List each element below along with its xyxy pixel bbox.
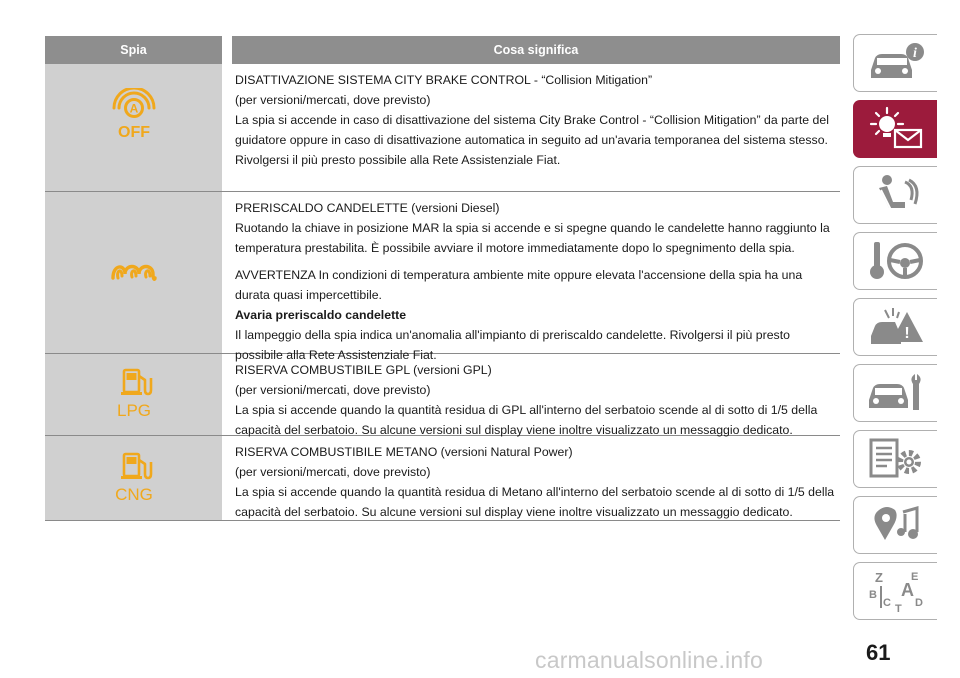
description-cell [232, 192, 840, 362]
icon-cell [45, 436, 232, 520]
row-title: DISATTIVAZIONE SISTEMA CITY BRAKE CONTROL - “Collision Mitigation” [235, 73, 653, 87]
car-maintenance-icon [865, 370, 927, 416]
glow-plug-icon [105, 244, 163, 302]
svg-text:i: i [912, 46, 917, 61]
row-availability: (per versioni/mercati, dove previsto) [235, 93, 431, 107]
icon-cell [45, 64, 232, 191]
watermark: carmanualsonline.info [535, 647, 763, 673]
row-body: La spia si accende quando la quantità residua di GPL all'interno del serbatoio scende al di sotto di 1/5 della capacità del serbatoio. Su alcune versioni sul display viene inoltre visualizzato un messaggio dedicato. [235, 403, 818, 437]
row-warning: AVVERTENZA In condizioni di temperatura ambiente mite oppure elevata l'accensione della spia ha una durata quasi impercettibile. [235, 268, 803, 302]
svg-text:E: E [910, 571, 918, 583]
svg-text:A: A [129, 101, 138, 116]
row-title: RISERVA COMBUSTIBILE GPL (versioni GPL) [235, 363, 492, 377]
svg-text:T: T [894, 603, 902, 614]
icon-cell [45, 192, 232, 353]
table-row [45, 436, 840, 521]
row-subtitle: Avaria preriscaldo candelette [235, 308, 407, 322]
tab-index[interactable] [853, 562, 937, 620]
tab-maintenance[interactable] [853, 364, 937, 422]
svg-text:!: ! [903, 325, 910, 342]
svg-text:D: D [914, 597, 923, 609]
tab-safety[interactable] [853, 166, 937, 224]
row-body: La spia si accende quando la quantità residua di Metano all'interno del serbatoio scende al di sotto di 1/5 della capacità del serbatoio. Su alcune versioni sul display viene inoltre visualizzato un messaggio dedicato. [235, 485, 835, 519]
cng-fuel-icon [105, 450, 163, 508]
header-col-spia: Spia [45, 36, 232, 64]
table-header [45, 36, 840, 64]
table-row [45, 192, 840, 362]
warning-light-message-icon [865, 106, 927, 152]
tab-multimedia[interactable] [853, 496, 937, 554]
svg-text:Z: Z [874, 570, 883, 585]
tab-car-info[interactable] [853, 34, 937, 92]
car-info-icon [865, 40, 927, 86]
svg-text:LPG: LPG [116, 401, 151, 420]
crash-warning-icon [865, 304, 927, 350]
tab-technical-data[interactable] [853, 430, 937, 488]
svg-text:B: B [868, 589, 877, 601]
row-availability: (per versioni/mercati, dove previsto) [235, 465, 431, 479]
city-brake-off-icon [105, 88, 163, 146]
tab-starting-driving[interactable] [853, 232, 937, 290]
key-steering-wheel-icon [865, 238, 927, 284]
table-row [45, 64, 840, 192]
svg-text:C: C [882, 597, 891, 609]
svg-text:CNG: CNG [114, 485, 153, 504]
description-cell [232, 354, 840, 435]
row-title: PRERISCALDO CANDELETTE (versioni Diesel) [235, 201, 500, 215]
multimedia-icon [865, 502, 927, 548]
specs-gear-icon [865, 436, 927, 482]
row-body: Ruotando la chiave in posizione MAR la spia si accende e si spegne quando le candelette hanno raggiunto la temperatura prestabilita. È possibile avviare il motore immediatamente dopo lo spegnimento della spia. [235, 221, 830, 255]
page-number: 61 [866, 640, 891, 665]
svg-text:OFF: OFF [117, 124, 150, 141]
row-body-fault: Il lampeggio della spia indica un'anomalia all'impianto di preriscaldo candelette. Rivolgersi il più presto possibile alla Rete Assistenziale Fiat. [235, 328, 790, 362]
index-letters-icon [865, 568, 927, 614]
description-cell [232, 436, 840, 520]
header-col-significato: Cosa significa [232, 36, 840, 64]
svg-text:A: A [900, 580, 914, 600]
icon-cell [45, 354, 232, 435]
row-body: La spia si accende in caso di disattivazione del sistema City Brake Control - “Collision Mitigation” da parte del guidatore oppure in caso di disattivazione automatica in seguito ad un'avaria temporanea del sistema stesso. Rivolgersi il più presto possibile alla Rete Assistenziale Fiat. [235, 113, 829, 167]
description-cell [232, 64, 840, 191]
warning-lights-table [45, 36, 840, 521]
row-availability: (per versioni/mercati, dove previsto) [235, 383, 431, 397]
lpg-fuel-icon [105, 366, 163, 424]
table-row [45, 354, 840, 436]
seat-airbag-icon [865, 172, 927, 218]
tab-emergency[interactable] [853, 298, 937, 356]
row-title: RISERVA COMBUSTIBILE METANO (versioni Natural Power) [235, 445, 573, 459]
chapter-tabs [853, 34, 937, 628]
tab-warning-lights[interactable] [853, 100, 937, 158]
